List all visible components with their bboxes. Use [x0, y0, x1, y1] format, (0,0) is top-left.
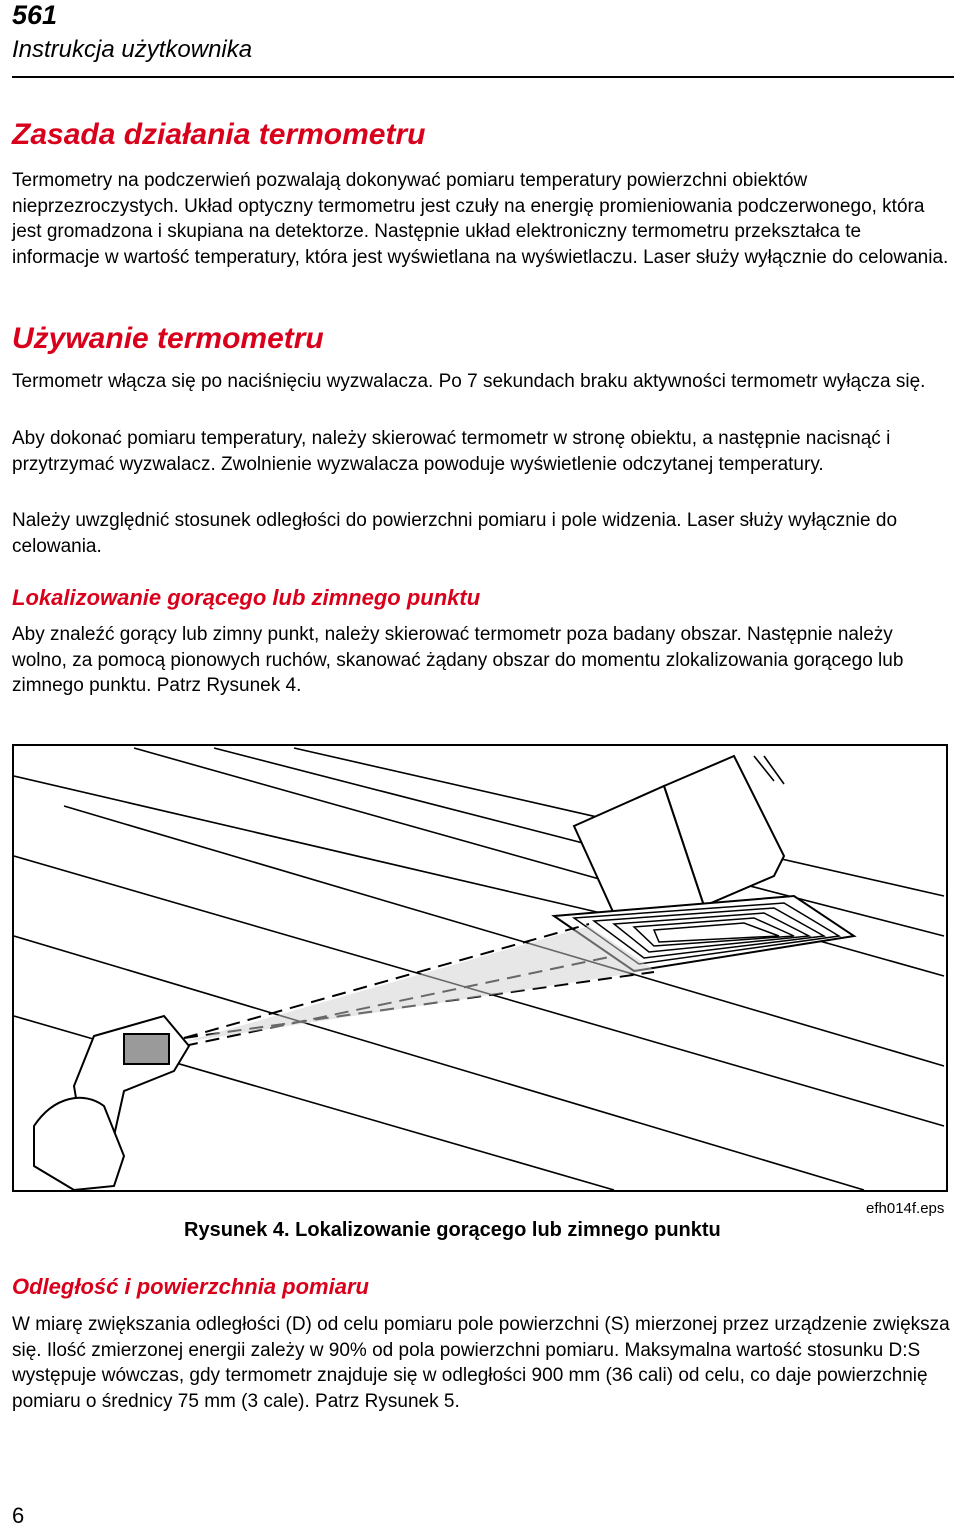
section-title-distance: Odległość i powierzchnia pomiaru [12, 1274, 369, 1299]
paragraph-principle: Termometry na podczerwień pozwalają dokonywać pomiaru temperatury powierzchni obiektów nieprzezroczystych. Układ optyczny termometru jest czuły na energię promieniowania podczerwonego, która jest gromadzona i skupiana na detektorze. Następnie układ elektroniczny termometru przekształca te informacje w wartość temperatury, która jest wyświetlana na wyświetlaczu. Laser służy wyłącznie do celowania. [12, 170, 949, 268]
paragraph-hotspot: Aby znaleźć gorący lub zimny punkt, należy skierować termometr poza badany obszar. Następnie należy wolno, za pomocą pionowych ruchów, skanować żądany obszar do momentu zlokalizowania gorącego lub zimnego punktu. Patrz Rysunek 4. [12, 624, 904, 696]
ceiling-scan-illustration [14, 746, 946, 1190]
section-title-hotspot: Lokalizowanie gorącego lub zimnego punktu [12, 585, 481, 610]
paragraph-usage-3: Należy uwzględnić stosunek odległości do powierzchni pomiaru i pole widzenia. Laser służy wyłącznie do celowania. [12, 510, 898, 557]
section-title-principle: Zasada działania termometru [12, 118, 426, 151]
figure-4 [12, 744, 948, 1192]
paragraph-usage-2: Aby dokonać pomiaru temperatury, należy skierować termometr w stronę obiektu, a następnie nacisnąć i przytrzymać wyzwalacz. Zwolnienie wyzwalacza powoduje wyświetlenie odczytanej temperatury. [12, 428, 891, 475]
model-number: 561 [12, 0, 58, 30]
paragraph-usage-1: Termometr włącza się po naciśnięciu wyzwalacza. Po 7 sekundach braku aktywności termometr wyłącza się. [12, 371, 926, 392]
manual-title: Instrukcja użytkownika [12, 36, 253, 63]
page-number: 6 [12, 1503, 25, 1528]
figure-caption: Rysunek 4. Lokalizowanie gorącego lub zimnego punktu [184, 1219, 721, 1241]
header-divider [12, 76, 954, 78]
figure-file-id: efh014f.eps [866, 1200, 945, 1217]
paragraph-distance: W miarę zwiększania odległości (D) od celu pomiaru pole powierzchni (S) mierzonej przez urządzenie zwiększa się. Ilość zmierzonej energii zależy w 90% od pola powierzchni pomiaru. Maksymalna wartość stosunku D:S występuje wówczas, gdy termometr znajduje się w odległości 900 mm (36 cali) od celu, co daje powierzchnię pomiaru o średnicy 75 mm (3 cale). Patrz Rysunek 5. [12, 1314, 950, 1412]
section-title-usage: Używanie termometru [12, 322, 324, 355]
